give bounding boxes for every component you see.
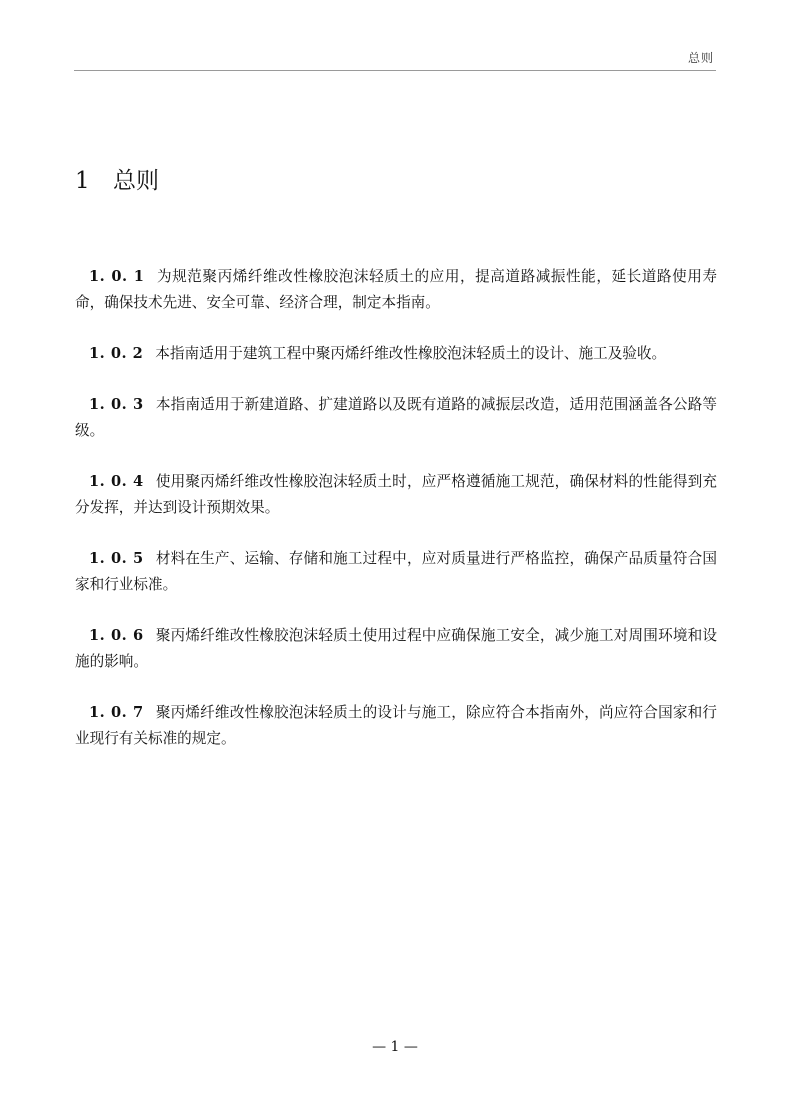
clause-list bbox=[75, 264, 717, 777]
chapter-title bbox=[75, 166, 159, 196]
clause bbox=[75, 546, 717, 598]
clause-text: 本指南适用于建筑工程中聚丙烯纤维改性橡胶泡沫轻质土的设计、施工及验收。 bbox=[155, 345, 667, 362]
chapter-number: 1 bbox=[75, 168, 90, 194]
running-header: 总则 bbox=[687, 51, 714, 65]
clause-text: 聚丙烯纤维改性橡胶泡沫轻质土使用过程中应确保施工安全，减少施工对周围环境和设施的影响。 bbox=[75, 627, 717, 670]
clause-number: 1. 0. 5 bbox=[89, 550, 144, 567]
clause-number: 1. 0. 4 bbox=[89, 473, 144, 490]
clause-text: 本指南适用于新建道路、扩建道路以及既有道路的减振层改造，适用范围涵盖各公路等级。 bbox=[75, 396, 717, 439]
clause-text: 聚丙烯纤维改性橡胶泡沫轻质土的设计与施工，除应符合本指南外，尚应符合国家和行业现行有关标准的规定。 bbox=[75, 704, 717, 747]
clause-number: 1. 0. 6 bbox=[89, 627, 144, 644]
page-number: — 1 — bbox=[372, 1039, 418, 1055]
clause-text: 使用聚丙烯纤维改性橡胶泡沫轻质土时，应严格遵循施工规范，确保材料的性能得到充分发挥，并达到设计预期效果。 bbox=[75, 473, 717, 516]
clause-text: 为规范聚丙烯纤维改性橡胶泡沫轻质土的应用，提高道路减振性能，延长道路使用寿命，确保技术先进、安全可靠、经济合理，制定本指南。 bbox=[75, 268, 717, 311]
header-divider bbox=[74, 70, 716, 71]
clause-number: 1. 0. 7 bbox=[89, 704, 144, 721]
clause bbox=[75, 700, 717, 752]
clause-number: 1. 0. 3 bbox=[89, 396, 144, 413]
clause bbox=[75, 392, 717, 444]
clause bbox=[75, 341, 717, 367]
chapter-title-text: 总则 bbox=[113, 168, 159, 194]
clause bbox=[75, 469, 717, 521]
clause bbox=[75, 264, 717, 316]
clause-number: 1. 0. 2 bbox=[89, 345, 144, 362]
clause-text: 材料在生产、运输、存储和施工过程中，应对质量进行严格监控，确保产品质量符合国家和行业标准。 bbox=[75, 550, 717, 593]
clause bbox=[75, 623, 717, 675]
clause-number: 1. 0. 1 bbox=[89, 268, 145, 285]
